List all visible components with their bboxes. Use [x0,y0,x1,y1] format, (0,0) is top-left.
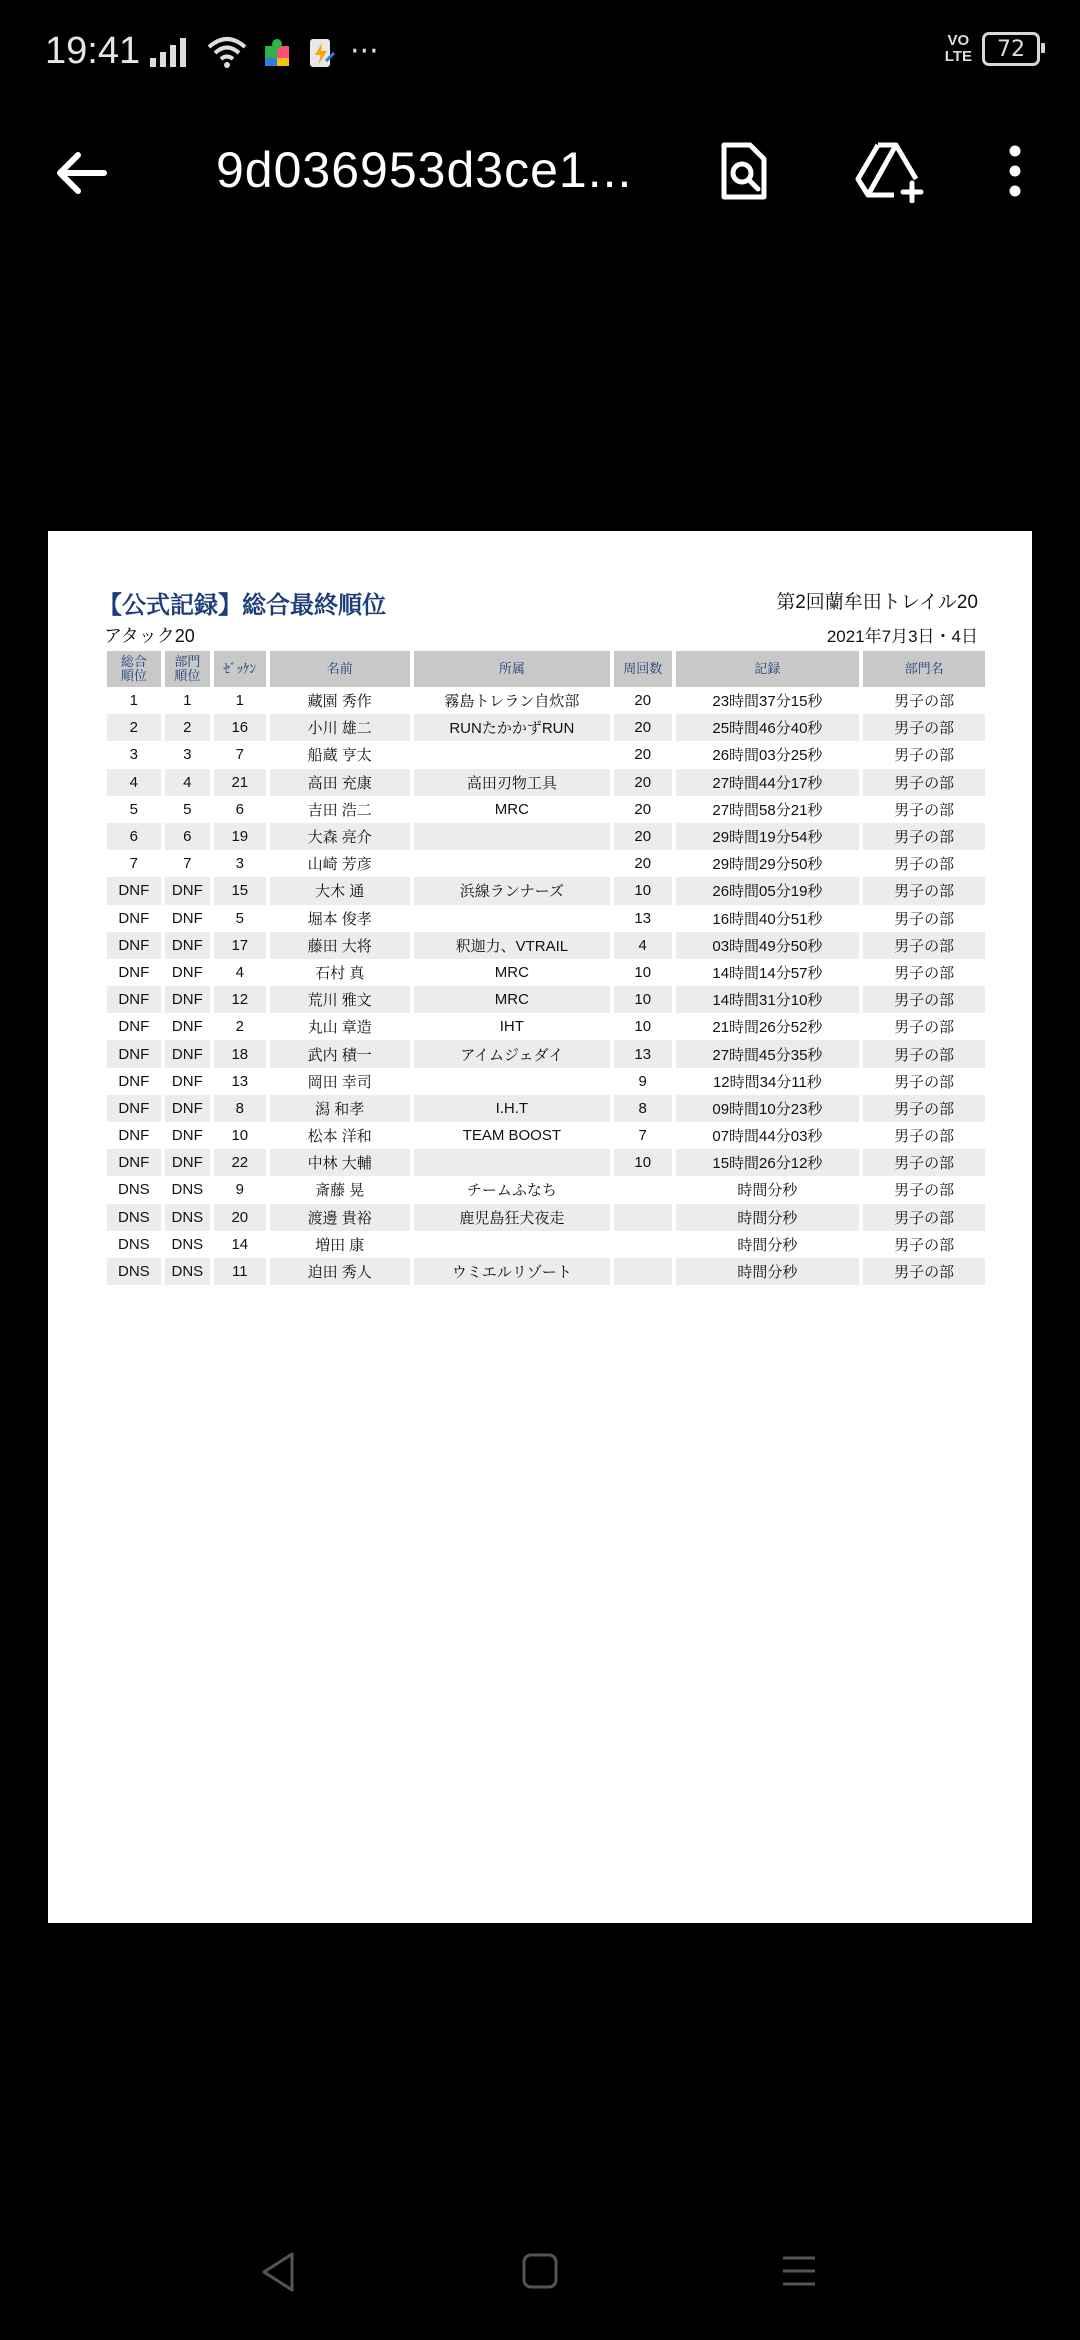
table-row [107,823,985,850]
cell-bib: 6 [235,800,244,818]
table-row [107,1095,985,1122]
back-arrow-icon[interactable] [52,143,112,203]
cell-team: RUNたかかずRUN [414,714,610,741]
cell-division: 男子の部 [894,910,955,928]
cell-laps: 4 [614,932,672,959]
file-title: 9d036953d3ce1... [216,142,633,198]
event-name: 第2回蘭牟田トレイル20 [776,592,978,613]
header-overall-rank: 総合 順位 [107,651,161,687]
cell-overall: DNF [118,909,150,927]
cell-bib: 16 [214,714,266,741]
cell-record: 15時間26分12秒 [676,1149,860,1176]
cell-name: 山崎 芳彦 [307,856,372,874]
cell-division-rank: 3 [183,746,192,764]
cell-division-rank: DNF [165,1040,210,1067]
cell-laps: 20 [614,823,672,850]
table-row [107,741,985,768]
cell-overall: DNF [107,932,161,959]
cell-laps: 8 [614,1095,672,1122]
cell-laps: 20 [634,746,652,764]
nav-back-icon[interactable] [258,2250,298,2294]
cell-division: 男子の部 [863,1095,985,1122]
cell-team: I.H.T [414,1095,610,1122]
cell-name: 丸山 章造 [307,1019,372,1037]
cell-division-rank: DNS [171,1235,204,1253]
cell-bib: 19 [214,823,266,850]
cell-bib: 9 [235,1181,244,1199]
cell-team [414,1231,610,1258]
add-to-drive-icon[interactable] [854,139,926,203]
table-row [107,769,985,796]
table-row [107,877,985,904]
table-row [107,1204,985,1231]
table-row [107,1040,985,1067]
cell-laps: 13 [614,1040,672,1067]
cell-overall: 3 [129,746,138,764]
header-record: 記録 [676,651,860,687]
cell-laps [614,1231,672,1258]
cell-name: 石村 真 [315,964,365,982]
cell-name: 渡邊 貴裕 [270,1204,410,1231]
table-row [107,850,985,877]
table-header-row [107,651,985,687]
cell-team [414,741,610,768]
cell-name: 武内 積一 [270,1040,410,1067]
header-name: 名前 [270,651,410,687]
cell-bib: 11 [214,1258,266,1285]
cell-division: 男子の部 [894,693,955,711]
cell-team [414,1068,610,1095]
cell-name: 藤田 大将 [270,932,410,959]
cell-record: 時間分秒 [737,1182,798,1200]
cell-division: 男子の部 [894,1182,955,1200]
table-row [107,1149,985,1176]
battery-charging-app-icon [306,35,336,69]
cell-name: 荒川 雅文 [270,986,410,1013]
cell-laps: 20 [634,800,652,818]
cell-laps: 10 [614,877,672,904]
cell-laps: 20 [634,692,652,710]
puzzle-app-icon [262,36,292,68]
cell-laps: 10 [634,963,652,981]
cell-record: 時間分秒 [676,1258,860,1285]
nav-home-icon[interactable] [521,2252,559,2290]
cell-team: 高田刃物工具 [414,769,610,796]
cell-overall: DNS [107,1258,161,1285]
cell-record: 27時間45分35秒 [676,1040,860,1067]
cell-overall: DNF [118,963,150,981]
cell-division: 男子の部 [894,964,955,982]
cell-name: 増田 康 [315,1236,365,1254]
cell-division: 男子の部 [863,932,985,959]
cell-record: 27時間58分21秒 [712,801,823,819]
cell-bib: 18 [214,1040,266,1067]
cell-record: 12時間34分11秒 [712,1073,822,1091]
status-time: 19:41 [45,30,141,72]
results-body [107,687,985,1285]
cell-division-rank: 6 [165,823,210,850]
cell-division-rank: DNF [171,1127,203,1145]
cell-bib: 22 [214,1149,266,1176]
cell-division-rank: DNF [165,932,210,959]
table-row [107,932,985,959]
cell-bib: 15 [214,877,266,904]
cell-division-rank: 4 [165,769,210,796]
cell-overall: DNF [107,986,161,1013]
table-row [107,959,985,986]
cell-record: 27時間44分17秒 [676,769,860,796]
cell-overall: 4 [107,769,161,796]
table-row [107,1068,985,1095]
cell-division-rank: 1 [183,692,192,710]
cell-division: 男子の部 [894,856,955,874]
cell-name: 高田 充康 [270,769,410,796]
navigation-bar [0,2230,1080,2340]
cell-division-rank: 7 [183,855,192,873]
cell-laps: 13 [634,909,652,927]
header-laps: 周回数 [614,651,672,687]
cell-bib: 20 [214,1204,266,1231]
cell-name: 藏園 秀作 [307,693,372,711]
cell-division-rank: DNF [171,909,203,927]
cell-record: 29時間19分54秒 [676,823,860,850]
status-icons-left [148,34,379,69]
cell-overall: DNS [107,1204,161,1231]
cell-division: 男子の部 [863,877,985,904]
cell-name: 岡田 幸司 [307,1073,372,1091]
cell-division: 男子の部 [863,986,985,1013]
cell-record: 03時間49分50秒 [676,932,860,959]
cell-laps: 10 [614,986,672,1013]
cell-division-rank: DNS [165,1258,210,1285]
cell-record: 時間分秒 [737,1236,798,1254]
results-table [103,651,989,1285]
cell-laps: 20 [614,714,672,741]
cell-overall: 7 [129,855,138,873]
cell-name: 船蔵 亨太 [307,747,372,765]
event-date: 2021年7月3日・4日 [826,627,978,646]
cell-record: 23時間37分15秒 [712,693,823,711]
cell-team: アイムジェダイ [414,1040,610,1067]
table-row [107,1013,985,1040]
battery-indicator [982,32,1040,66]
cell-division-rank: 5 [183,800,192,818]
cell-name: 斎藤 晃 [315,1182,365,1200]
cell-bib: 14 [231,1235,249,1253]
more-notifications-indicator: ··· [350,34,379,69]
cell-division-rank: DNF [171,963,203,981]
cell-overall: DNS [117,1235,150,1253]
cell-division-rank: DNF [171,1018,203,1036]
cell-team [414,1149,610,1176]
table-row [107,905,985,932]
cell-laps: 20 [634,855,652,873]
cell-record: 14時間14分57秒 [712,964,823,982]
cell-bib: 4 [235,963,244,981]
cell-division: 男子の部 [863,823,985,850]
header-division: 部門名 [863,651,985,687]
cell-division-rank: DNF [165,1149,210,1176]
more-vert-icon[interactable] [1000,139,1030,203]
cell-name: 松本 洋和 [307,1128,372,1146]
cell-name: 吉田 浩二 [307,801,372,819]
table-row [107,986,985,1013]
cell-laps: 9 [638,1072,647,1090]
cell-division: 男子の部 [863,1149,985,1176]
header-team: 所属 [414,651,610,687]
cell-division: 男子の部 [863,714,985,741]
table-row [107,714,985,741]
cell-bib: 2 [235,1018,244,1036]
battery-level: 72 [997,36,1025,62]
cell-record: 07時間44分03秒 [712,1128,823,1146]
cell-division: 男子の部 [894,747,955,765]
cell-bib: 1 [235,692,244,710]
cell-division: 男子の部 [863,1258,985,1285]
cell-division: 男子の部 [863,1040,985,1067]
cell-team [414,823,610,850]
cell-name: 迫田 秀人 [270,1258,410,1285]
cell-team: ウミエルリゾート [414,1258,610,1285]
cell-overall: DNF [107,1095,161,1122]
cell-record: 26時間05分19秒 [676,877,860,904]
cell-team: 霧島トレラン自炊部 [444,693,580,711]
cell-overall: DNF [118,1127,150,1145]
header-division-rank: 部門 順位 [165,651,210,687]
cell-division: 男子の部 [894,1019,955,1037]
cell-team: 浜線ランナーズ [414,877,610,904]
cell-division: 男子の部 [894,1073,955,1091]
cell-division-rank: DNF [165,986,210,1013]
cell-name: 中林 大輔 [270,1149,410,1176]
cell-division-rank: DNF [165,877,210,904]
cell-record: 26時間03分25秒 [712,747,823,765]
header-bib: ｾﾞｯｹﾝ [214,651,266,687]
table-row [107,1231,985,1258]
cell-bib: 8 [214,1095,266,1122]
cell-laps: 20 [614,769,672,796]
cell-name: 堀本 俊孝 [307,910,372,928]
cell-team: 鹿児島狂犬夜走 [414,1204,610,1231]
cell-overall: DNF [118,1018,150,1036]
table-row [107,796,985,823]
cell-bib: 10 [231,1127,249,1145]
cell-team [414,850,610,877]
cell-name: 大森 亮介 [270,823,410,850]
cell-division-rank: 2 [165,714,210,741]
cell-team: MRC [494,800,529,818]
cell-team [414,905,610,932]
cell-overall: 2 [107,714,161,741]
document-page[interactable] [48,531,1032,1923]
cell-laps: 7 [638,1127,647,1145]
cell-overall: 5 [129,800,138,818]
cell-division: 男子の部 [863,1204,985,1231]
cell-division-rank: DNF [165,1095,210,1122]
cell-bib: 3 [235,855,244,873]
cell-laps [614,1176,672,1203]
cell-record: 25時間46分40秒 [676,714,860,741]
document-title: 【公式記録】総合最終順位 [98,592,386,619]
cell-bib: 17 [214,932,266,959]
cell-overall: DNS [117,1181,150,1199]
volte-indicator: VO LTE [944,32,972,65]
cell-overall: 1 [129,692,138,710]
cell-bib: 13 [231,1072,249,1090]
cell-record: 21時間26分52秒 [712,1019,823,1037]
table-row [107,1258,985,1285]
cell-division-rank: DNF [171,1072,203,1090]
cell-record: 14時間31分10秒 [676,986,860,1013]
search-document-icon[interactable] [714,139,774,203]
cell-team: MRC [414,986,610,1013]
cell-team: 釈迦力、VTRAIL [414,932,610,959]
cell-name: 大木 通 [270,877,410,904]
status-icons-right [945,32,1040,66]
cell-overall: DNF [107,1149,161,1176]
cell-laps [614,1258,672,1285]
cell-division: 男子の部 [894,1128,955,1146]
cell-record: 16時間40分51秒 [712,910,823,928]
wifi-icon [206,35,248,69]
cell-division-rank: DNS [171,1181,204,1199]
status-bar [0,0,1080,105]
cell-division-rank: DNS [165,1204,210,1231]
cell-team: MRC [494,963,529,981]
cell-team: IHT [499,1018,524,1036]
nav-recents-icon[interactable] [780,2252,818,2290]
cell-bib: 7 [235,746,244,764]
cell-division: 男子の部 [863,769,985,796]
cell-laps: 10 [614,1149,672,1176]
cell-bib: 5 [235,909,244,927]
signal-icon [148,36,192,68]
race-category: アタック20 [104,626,195,646]
cell-division: 男子の部 [894,1236,955,1254]
cell-name: 小川 雄二 [270,714,410,741]
cell-bib: 21 [214,769,266,796]
table-row [107,1176,985,1203]
cell-overall: DNF [118,1072,150,1090]
cell-laps: 10 [634,1018,652,1036]
cell-name: 潟 和孝 [270,1095,410,1122]
table-row [107,1122,985,1149]
cell-bib: 12 [214,986,266,1013]
cell-overall: DNF [107,1040,161,1067]
cell-record: 29時間29分50秒 [712,856,823,874]
app-bar [0,105,1080,235]
cell-team: チームふなち [466,1182,557,1200]
cell-record: 09時間10分23秒 [676,1095,860,1122]
table-row [107,687,985,714]
cell-division: 男子の部 [894,801,955,819]
cell-record: 時間分秒 [676,1204,860,1231]
cell-team: TEAM BOOST [462,1127,562,1145]
cell-overall: 6 [107,823,161,850]
cell-overall: DNF [107,877,161,904]
cell-laps [614,1204,672,1231]
